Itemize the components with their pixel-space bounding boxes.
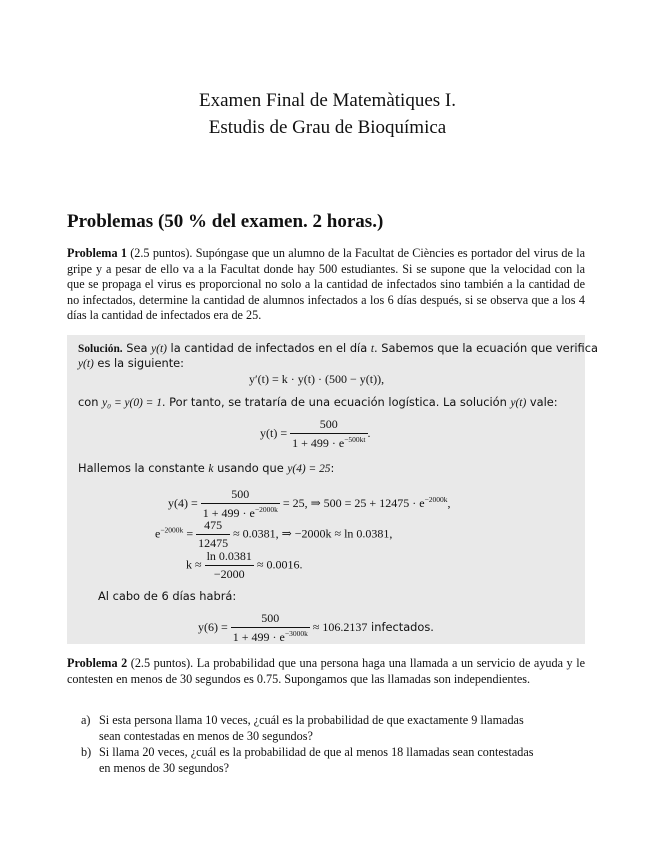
- equation-rest: = 25, ⇒ 500 = 25 + 12475 · e: [282, 495, 425, 510]
- exam-subtitle: Estudis de Grau de Bioquímica: [208, 117, 447, 138]
- math-yt: y(t): [151, 343, 167, 355]
- solution-text: . Sabemos que la ecuación que verifica: [374, 341, 598, 355]
- item-label: a): [81, 713, 91, 727]
- fraction-denominator: −2000: [213, 567, 245, 581]
- equation-fraction: [231, 611, 310, 645]
- exponent: −2000k: [160, 525, 184, 535]
- solution-text: :: [330, 461, 335, 475]
- equation-lhs: y(6) =: [198, 619, 228, 634]
- problem-2-line: independientes.: [453, 671, 531, 686]
- math-t: t: [370, 343, 374, 355]
- solution-formula: [260, 417, 371, 451]
- equation-end: ,: [447, 495, 451, 510]
- fraction-denominator: 12475: [198, 536, 229, 550]
- math-yt: y(t): [78, 358, 94, 370]
- problem-1-label: Problema 1: [67, 246, 127, 260]
- logistic-equation: y′(t) = k · y(t) · (500 − y(t)),: [249, 372, 385, 386]
- problem-2-item-b: [81, 745, 585, 776]
- denominator-base: 1 + 499 · e: [232, 630, 285, 644]
- fraction-numerator: 500: [290, 417, 367, 434]
- fraction-denominator: [231, 628, 310, 645]
- formula-end: .: [367, 425, 371, 440]
- solution-text: Hallemos la constante: [78, 461, 209, 475]
- fraction-numerator: 500: [201, 487, 280, 504]
- solution-text: . Por tanto, se trataría de una ecuación logística. La solución: [161, 395, 511, 409]
- final-equation: [198, 611, 434, 645]
- solution-label: Solución.: [78, 343, 123, 355]
- equation-line-3: [186, 549, 303, 582]
- equation-rest: ≈ 0.0016.: [256, 557, 303, 572]
- equation-line-1: [168, 487, 451, 521]
- math-condition: y(4) = 25: [287, 463, 331, 475]
- solution-box: [67, 335, 598, 644]
- find-k-text: [78, 461, 334, 477]
- formula-lhs: y(t) =: [260, 425, 288, 440]
- fraction-numerator: 500: [231, 611, 310, 628]
- equation-rest: ≈ 0.0381, ⇒ −2000k ≈ ln 0.0381,: [233, 526, 393, 541]
- problem-1-points: (2.5 puntos).: [130, 246, 193, 260]
- problem-2-line: La probabilidad que una persona haga una llamada a un servicio: [196, 656, 516, 670]
- problem-2-statement: [67, 656, 585, 687]
- item-text: en menos de 30 segundos?: [99, 760, 229, 775]
- fraction-numerator: 475: [196, 518, 230, 535]
- problem-1-line: 6 días después, si se observa que a los 4 días la cantidad de infectados era de 25.: [67, 292, 586, 323]
- fraction-denominator: [290, 434, 367, 451]
- formula-fraction: [290, 417, 367, 451]
- item-text: Si llama 20 veces, ¿cuál es la probabilidad de que al menos 18 llamadas sean contestadas: [99, 745, 534, 759]
- math-k: k: [208, 463, 214, 475]
- equals-sign: =: [186, 526, 194, 541]
- problem-2-label: Problema 2: [67, 656, 128, 670]
- fraction-numerator: ln 0.0381: [205, 549, 254, 566]
- equation-lhs: e: [155, 526, 161, 541]
- math-initial-condition: y₀ = y(0) = 1: [102, 397, 162, 409]
- solution-text: Sea: [122, 341, 152, 355]
- item-label: b): [81, 745, 92, 759]
- equation-line-2: [155, 518, 392, 551]
- equation-fraction: [196, 518, 230, 551]
- solution-condition: [78, 395, 558, 411]
- solution-text: vale:: [526, 395, 558, 409]
- equation-lhs: k ≈: [186, 557, 202, 572]
- problem-1-line: la velocidad con la que se propaga el virus es proporcional no solo a la cantidad de infectados: [67, 261, 585, 292]
- problem-2-points: (2.5 puntos).: [130, 656, 194, 670]
- problem-1-line: Supóngase que un alumno de la Facultat de Ciències es portador del: [195, 246, 531, 260]
- item-text: sean contestadas en menos de 30 segundos?: [99, 728, 313, 743]
- solution-intro: [78, 341, 598, 357]
- final-unit: infectados.: [367, 619, 434, 634]
- equation-fraction: [205, 549, 254, 582]
- final-value: ≈ 106.2137: [312, 619, 368, 634]
- exam-title: Examen Final de Matemàtiques I.: [199, 90, 456, 111]
- problem-1-statement: [67, 246, 585, 324]
- final-text: Al cabo de 6 días habrá:: [98, 589, 237, 603]
- denominator-base: 1 + 499 · e: [202, 506, 255, 520]
- solution-text: con: [78, 395, 103, 409]
- solution-text: la cantidad de infectados en el día: [166, 341, 371, 355]
- exponent: −2000k: [424, 494, 448, 504]
- problem-2-line: de ayuda y le contesten en menos de 30 segundos es 0.75. Supongamos que las llamadas son: [67, 656, 586, 686]
- solution-intro-2: [78, 356, 184, 372]
- problem-1-line: virus de la gripe y a pesar de ello va a la Facultat donde hay 500 estudiantes. Si se supone que: [67, 246, 585, 276]
- denominator-base: 1 + 499 · e: [292, 436, 345, 450]
- item-text: Si esta persona llama 10 veces, ¿cuál es la probabilidad de que exactamente 9 llamadas: [99, 713, 524, 727]
- exponent: −500kt: [344, 435, 366, 444]
- section-heading: Problemas (50 % del examen. 2 horas.): [67, 211, 384, 232]
- equation-lhs: y(4) =: [168, 495, 198, 510]
- exponent: −2000k: [254, 505, 278, 514]
- problem-2-item-a: [81, 713, 585, 744]
- exponent: −3000k: [284, 629, 308, 638]
- equation-fraction: [201, 487, 280, 521]
- problem-1-line: sino también a la cantidad de no infectados, determine la cantidad de alumnos infectados a los: [67, 277, 586, 307]
- solution-text: es la siguiente:: [93, 356, 185, 370]
- solution-text: usando que: [213, 461, 288, 475]
- math-yt: y(t): [510, 397, 527, 409]
